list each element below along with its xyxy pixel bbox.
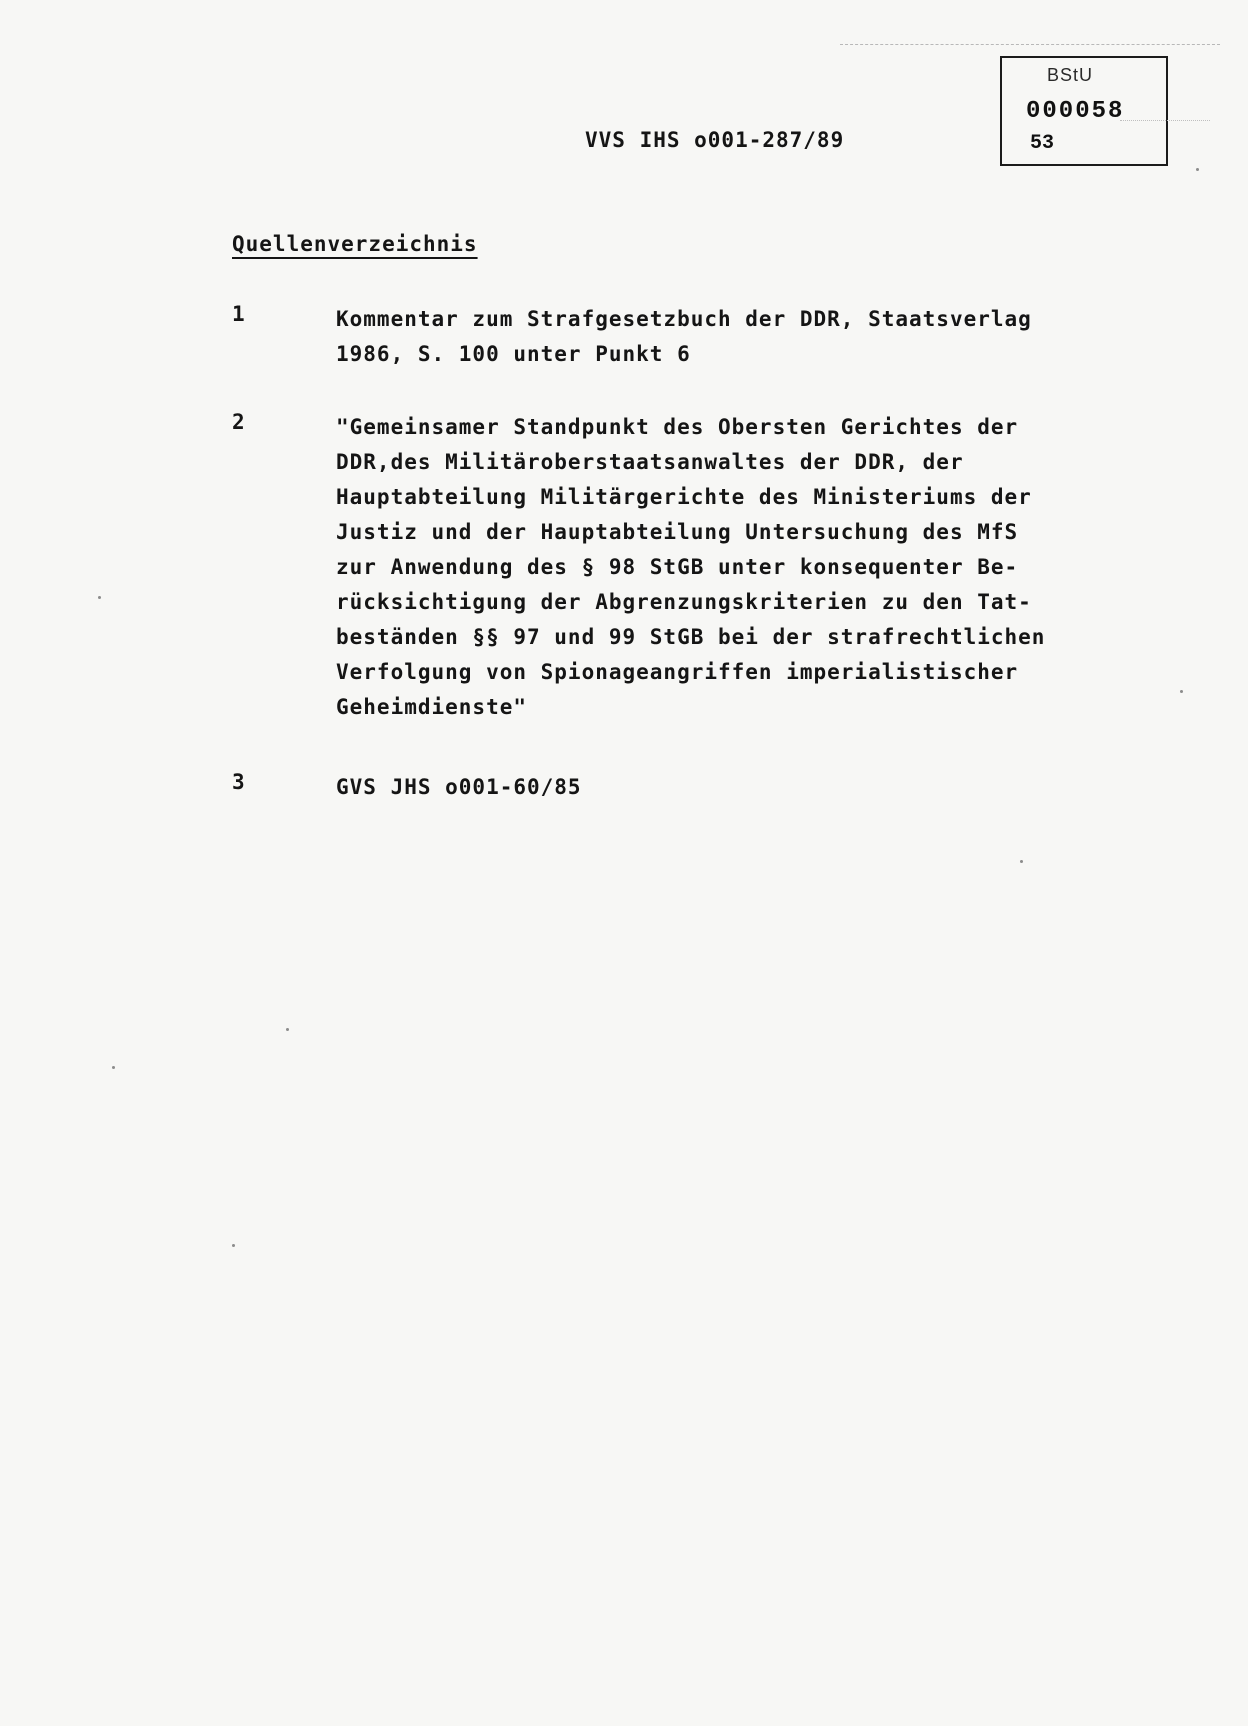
scan-speck [98, 596, 101, 599]
scan-speck [232, 1244, 235, 1247]
entry-line: beständen §§ 97 und 99 StGB bei der strafrechtlichen [336, 625, 1046, 649]
entry-line: GVS JHS o001-60/85 [336, 775, 582, 799]
scan-speck [1196, 168, 1199, 171]
stamp-trace-line [1120, 120, 1210, 129]
entry-line: Geheimdienste" [336, 695, 528, 719]
entry-line: 1986, S. 100 unter Punkt 6 [336, 342, 691, 366]
archive-stamp [1000, 56, 1168, 166]
scan-speck [286, 1028, 289, 1031]
scan-speck [1020, 860, 1023, 863]
document-reference: VVS IHS o001-287/89 [585, 128, 845, 152]
scan-speck [112, 1066, 115, 1069]
entry-text [336, 410, 1126, 725]
entry-text [336, 302, 1126, 372]
entry-line: zur Anwendung des § 98 StGB unter konsequenter Be- [336, 555, 1019, 579]
scan-edge-line [840, 44, 1220, 45]
entry-line: DDR,des Militäroberstaatsanwaltes der DDR, der [336, 450, 964, 474]
section-heading: Quellenverzeichnis [232, 232, 478, 256]
entry-line: "Gemeinsamer Standpunkt des Obersten Gerichtes der [336, 415, 1019, 439]
entry-number: 2 [232, 410, 245, 434]
entry-number: 3 [232, 770, 245, 794]
stamp-archive-label: BStU [1047, 65, 1094, 85]
stamp-file-number: 000058 [1026, 98, 1125, 125]
scan-speck [1180, 690, 1183, 693]
entry-line: Verfolgung von Spionageangriffen imperialistischer [336, 660, 1019, 684]
entry-line: Hauptabteilung Militärgerichte des Ministeriums der [336, 485, 1032, 509]
entry-line: Kommentar zum Strafgesetzbuch der DDR, Staatsverlag [336, 307, 1032, 331]
stamp-page-number: 53 [1030, 132, 1055, 155]
entry-text [336, 770, 1126, 805]
entry-number: 1 [232, 302, 245, 326]
entry-line: rücksichtigung der Abgrenzungskriterien zu den Tat- [336, 590, 1032, 614]
entry-line: Justiz und der Hauptabteilung Untersuchung des MfS [336, 520, 1019, 544]
